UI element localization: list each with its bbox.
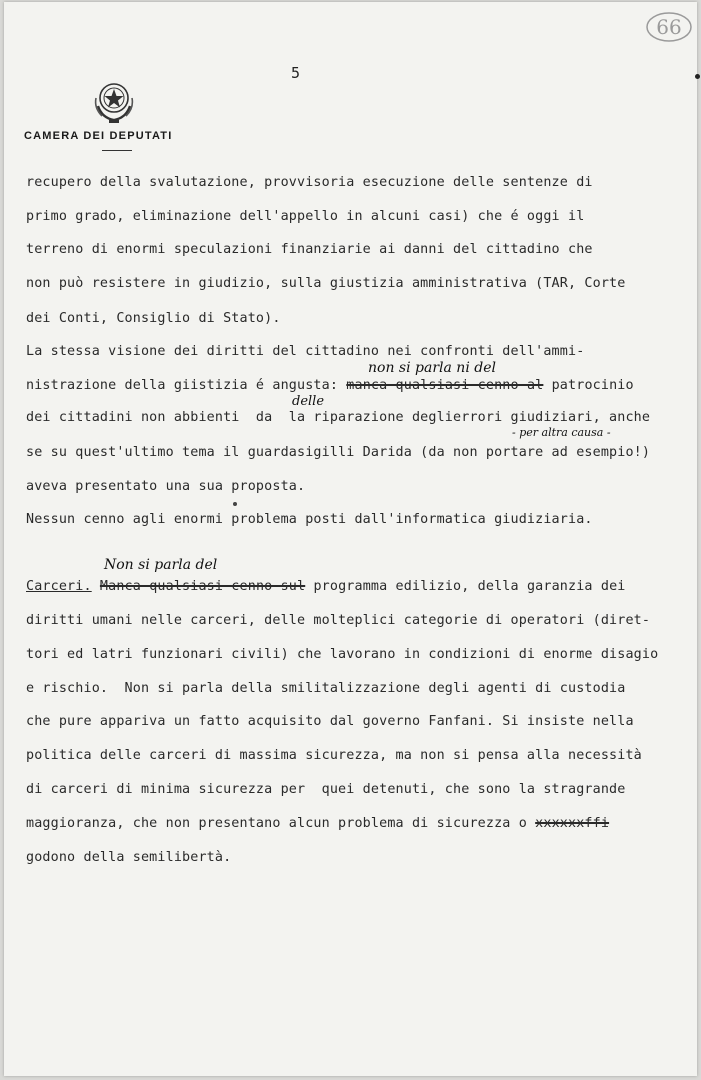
text-line	[26, 378, 634, 393]
handwritten-insertion: Non si parla del	[104, 557, 218, 573]
text-line: di carceri di minima sicurezza per quei detenuti, che sono la stragrande	[26, 782, 626, 797]
text-line: diritti umani nelle carceri, delle molteplici categorie di operatori (diret-	[26, 613, 651, 628]
chamber-name: CAMERA DEI DEPUTATI	[24, 130, 173, 142]
italian-republic-emblem-icon	[92, 76, 136, 126]
text-line: politica delle carceri di massima sicurezza, ma non si pensa alla necessità	[26, 748, 642, 763]
text-line: La stessa visione dei diritti del cittadino nei confronti dell'ammi-	[26, 344, 585, 359]
struck-text: Manca qualsiasi cenno sul	[99, 579, 306, 594]
header-rule	[102, 150, 132, 151]
text-line	[26, 816, 609, 831]
text-segment: nistrazione della giistizia é angusta:	[26, 378, 339, 393]
struck-text: xxxxxxffi	[535, 816, 610, 831]
text-line: e rischio. Non si parla della smilitalizzazione degli agenti di custodia	[26, 681, 626, 696]
handwritten-insertion: non si parla ni del	[368, 360, 496, 376]
handwritten-insertion: - per altra causa -	[512, 426, 611, 439]
text-line: che pure appariva un fatto acquisito dal governo Fanfani. Si insiste nella	[26, 714, 634, 729]
stamp-number: 66	[656, 15, 682, 39]
archive-stamp	[644, 10, 694, 44]
text-line: aveva presentato una sua proposta.	[26, 479, 306, 494]
text-segment: maggioranza, che non presentano alcun problema di sicurezza o	[26, 816, 527, 831]
handwritten-insertion: delle	[292, 394, 325, 409]
text-line: Nessun cenno agli enormi problema posti dall'informatica giudiziaria.	[26, 512, 593, 527]
text-line: tori ed latri funzionari civili) che lavorano in condizioni di enorme disagio	[26, 647, 659, 662]
text-line: recupero della svalutazione, provvisoria esecuzione delle sentenze di	[26, 175, 593, 190]
text-line: terreno di enormi speculazioni finanziarie ai danni del cittadino che	[26, 242, 593, 257]
text-line	[26, 579, 626, 594]
text-line: godono della semilibertà.	[26, 850, 232, 865]
document-page	[4, 2, 697, 1076]
text-line: dei Conti, Consiglio di Stato).	[26, 311, 281, 326]
text-line: primo grado, eliminazione dell'appello in alcuni casi) che é oggi il	[26, 209, 585, 224]
text-segment: programma edilizio, della garanzia dei	[313, 579, 626, 594]
text-line: se su quest'ultimo tema il guardasigilli Darida (da non portare ad esempio!)	[26, 445, 651, 460]
text-line: dei cittadini non abbienti da la riparazione deglierrori giudiziari, anche	[26, 410, 651, 425]
ink-dot	[233, 502, 237, 506]
text-segment: patrocinio	[551, 378, 634, 393]
struck-text: manca qualsiasi cenno al	[346, 378, 544, 393]
margin-dot	[695, 74, 700, 79]
section-heading: Carceri.	[26, 579, 92, 594]
text-line: non può resistere in giudizio, sulla giustizia amministrativa (TAR, Corte	[26, 276, 626, 291]
page-number: 5	[291, 64, 301, 82]
